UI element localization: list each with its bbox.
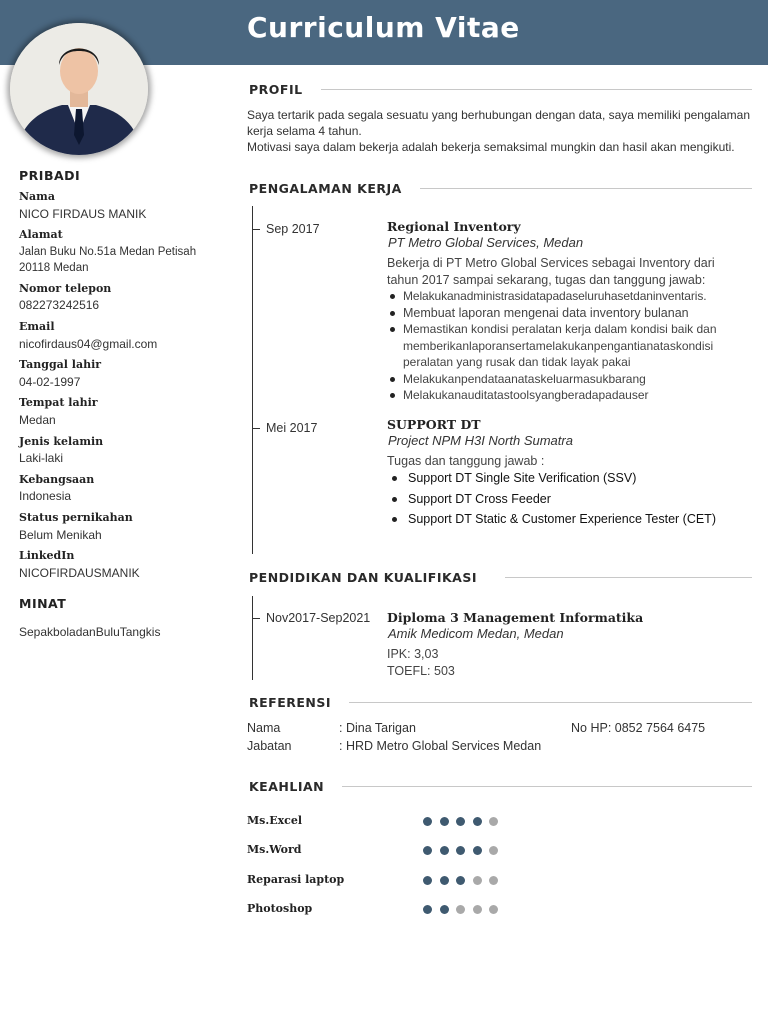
list-item: Membuat laporan mengenai data inventory bulanan (387, 305, 752, 322)
skill-name: Ms.Excel (247, 814, 303, 827)
reference-position-label: Jabatan (247, 739, 292, 753)
reference-name-label: Nama (247, 721, 281, 735)
rating-dot-empty (489, 905, 498, 914)
skill-rating (423, 876, 498, 885)
field-label-gender: Jenis kelamin (19, 435, 104, 448)
skill-rating (423, 817, 498, 826)
skill-name: Photoshop (247, 902, 313, 915)
list-item: Support DT Static & Customer Experience Tester (CET) (392, 509, 757, 530)
field-label-email: Email (19, 320, 55, 333)
list-item: Support DT Single Site Verification (SSV) (392, 468, 757, 489)
rating-dot-filled (456, 876, 465, 885)
divider (321, 89, 752, 90)
job-2-description: Tugas dan tanggung jawab : (387, 454, 545, 468)
divider (420, 188, 752, 189)
rating-dot-filled (473, 846, 482, 855)
timeline-tick (252, 428, 260, 429)
field-value-address: Jalan Buku No.51a Medan Petisah 20118 Medan (19, 246, 197, 274)
field-label-birth-place: Tempat lahir (19, 396, 98, 409)
field-value-marital-status: Belum Menikah (19, 528, 102, 542)
profile-photo (10, 23, 148, 155)
list-item: Support DT Cross Feeder (392, 489, 757, 510)
reference-heading (249, 694, 752, 710)
job-1-company: PT Metro Global Services, Medan (388, 235, 584, 250)
rating-dot-filled (423, 817, 432, 826)
field-value-birth-place: Medan (19, 413, 56, 427)
document-title: Curriculum Vitae (247, 11, 520, 44)
profile-line-1: Saya tertarik pada segala sesuatu yang berhubungan dengan data, saya memiliki pengalaman kerja selama 4 tahun. (247, 108, 751, 138)
rating-dot-filled (456, 846, 465, 855)
rating-dot-empty (489, 876, 498, 885)
field-value-birth-date: 04-02-1997 (19, 375, 81, 389)
rating-dot-filled (423, 876, 432, 885)
field-value-linkedin: NICOFIRDAUSMANIK (19, 566, 140, 580)
reference-heading-text: REFERENSI (249, 694, 332, 710)
education-heading (249, 569, 752, 585)
rating-dot-filled (440, 876, 449, 885)
skills-heading (249, 778, 752, 794)
rating-dot-empty (489, 846, 498, 855)
reference-phone: No HP: 0852 7564 6475 (571, 721, 706, 735)
profile-heading-text: PROFIL (249, 81, 303, 97)
field-label-birth-date: Tanggal lahir (19, 358, 102, 371)
field-label-nationality: Kebangsaan (19, 473, 95, 486)
job-1-description: Bekerja di PT Metro Global Services sebagai Inventory dari tahun 2017 sampai sekarang, tugas dan tanggung jawab: (387, 256, 715, 287)
job-1-date: Sep 2017 (266, 222, 320, 236)
job-2-duties (392, 468, 757, 530)
job-2-company: Project NPM H3I North Sumatra (388, 433, 573, 448)
rating-dot-empty (489, 817, 498, 826)
list-item: Melakukanadministrasidatapadaseluruhasetdaninventaris. (387, 288, 752, 305)
divider (349, 702, 752, 703)
job-1-title: Regional Inventory (387, 219, 521, 234)
education-school: Amik Medicom Medan, Medan (388, 626, 564, 641)
experience-heading (249, 180, 752, 196)
skill-name: Ms.Word (247, 843, 302, 856)
profile-text (247, 107, 752, 155)
rating-dot-empty (473, 905, 482, 914)
list-item: Memastikan kondisi peralatan kerja dalam kondisi baik dan memberikanlaporansertamelakukanpengantianataskondisi peralatan yang rusak dan tidak layak pakai (387, 321, 752, 371)
skill-rating (423, 846, 498, 855)
list-item: Melakukanpendataanataskeluarmasukbarang (387, 371, 752, 388)
divider (342, 786, 752, 787)
rating-dot-filled (423, 905, 432, 914)
field-label-phone: Nomor telepon (19, 282, 112, 295)
rating-dot-empty (473, 876, 482, 885)
timeline-tick (252, 618, 260, 619)
profile-heading (249, 81, 752, 97)
interest-heading: MINAT (19, 596, 67, 611)
field-label-linkedin: LinkedIn (19, 549, 75, 562)
experience-heading-text: PENGALAMAN KERJA (249, 180, 402, 196)
reference-position-value: : HRD Metro Global Services Medan (339, 739, 542, 753)
job-2-title: SUPPORT DT (387, 417, 481, 432)
field-value-nationality: Indonesia (19, 489, 72, 503)
education-gpa: IPK: 3,03 (387, 647, 439, 661)
field-value-name: NICO FIRDAUS MANIK (19, 207, 147, 221)
skill-rating (423, 905, 498, 914)
rating-dot-filled (473, 817, 482, 826)
rating-dot-filled (440, 846, 449, 855)
experience-timeline (252, 206, 253, 554)
education-date: Nov2017-Sep2021 (266, 611, 371, 625)
field-value-gender: Laki-laki (19, 451, 64, 465)
field-label-marital-status: Status pernikahan (19, 511, 133, 524)
rating-dot-empty (456, 905, 465, 914)
rating-dot-filled (423, 846, 432, 855)
job-1-duties (387, 288, 752, 404)
field-label-name: Nama (19, 190, 55, 203)
skill-name: Reparasi laptop (247, 873, 345, 886)
education-toefl: TOEFL: 503 (387, 664, 455, 678)
field-value-email: nicofirdaus04@gmail.com (19, 337, 158, 351)
timeline-tick (252, 229, 260, 230)
list-item: Melakukanauditatastoolsyangberadapadauser (387, 387, 752, 404)
job-2-date: Mei 2017 (266, 421, 318, 435)
field-label-address: Alamat (19, 228, 63, 241)
person-portrait-icon (10, 23, 148, 155)
skills-heading-text: KEAHLIAN (249, 778, 325, 794)
field-value-phone: 082273242516 (19, 298, 100, 312)
education-heading-text: PENDIDIKAN DAN KUALIFIKASI (249, 569, 477, 585)
profile-line-2: Motivasi saya dalam bekerja adalah bekerja semaksimal mungkin dan hasil akan mengikuti. (247, 140, 735, 154)
interest-value: SepakboladanBuluTangkis (19, 625, 161, 639)
education-timeline (252, 596, 253, 680)
personal-heading: PRIBADI (19, 168, 81, 183)
divider (505, 577, 752, 578)
reference-name-value: : Dina Tarigan (339, 721, 416, 735)
rating-dot-filled (456, 817, 465, 826)
rating-dot-filled (440, 817, 449, 826)
rating-dot-filled (440, 905, 449, 914)
education-title: Diploma 3 Management Informatika (387, 610, 644, 625)
